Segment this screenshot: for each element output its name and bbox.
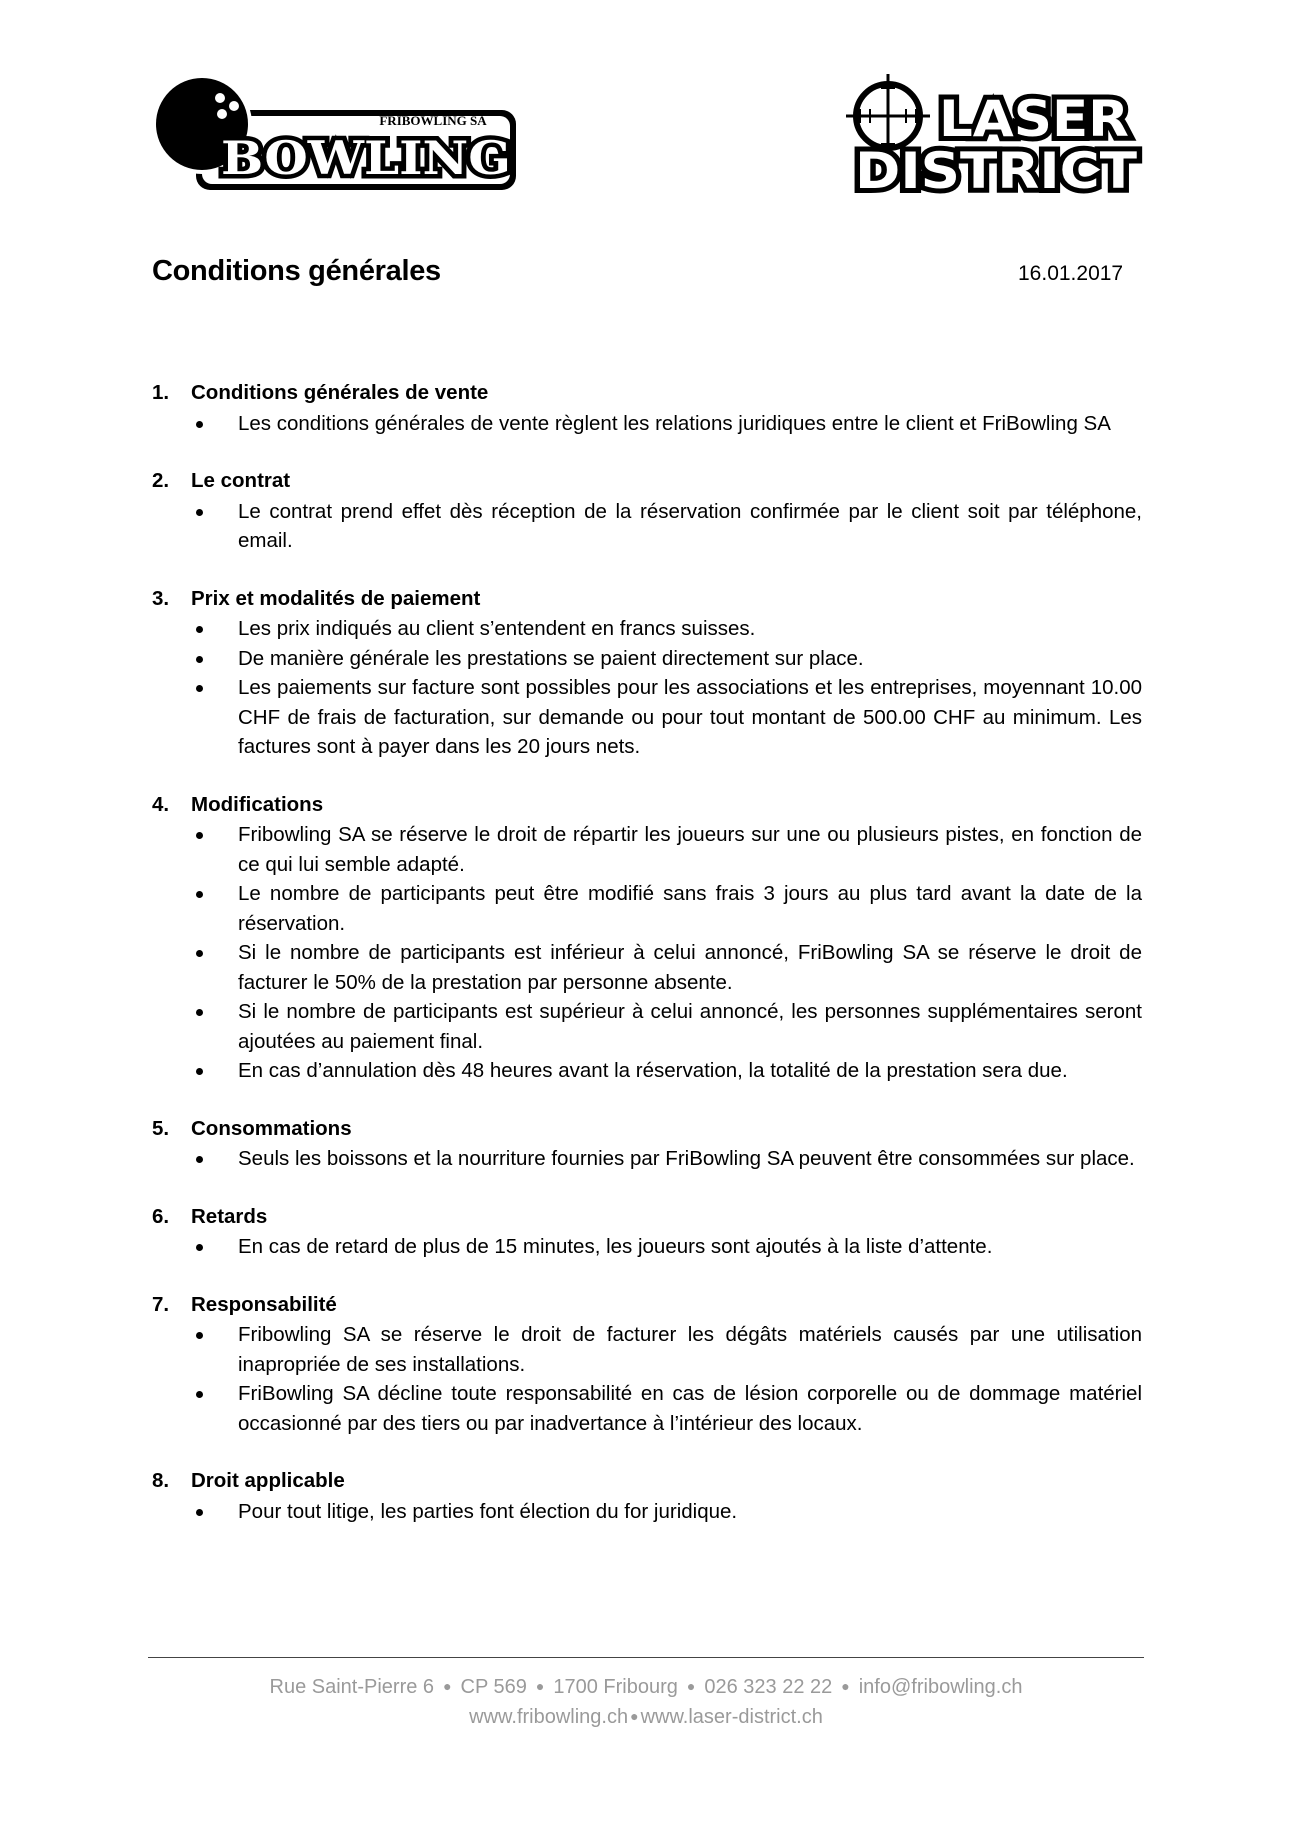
list-item (152, 1320, 1142, 1379)
section-heading (152, 378, 1142, 408)
bullet-icon (196, 891, 203, 898)
bullet-separator-icon: ● (841, 1678, 850, 1694)
list-item (152, 673, 1142, 762)
list-item-text: De manière générale les prestations se paient directement sur place. (238, 646, 864, 670)
bullet-separator-icon: ● (535, 1678, 545, 1694)
section-number: 4. (152, 792, 170, 816)
section (152, 1466, 1142, 1526)
footer-websites-line (148, 1702, 1144, 1732)
bullet-icon (196, 656, 203, 663)
list-item (152, 938, 1142, 997)
bullet-list (152, 409, 1142, 439)
footer-city: 1700 Fribourg (553, 1676, 678, 1698)
bullet-icon (196, 1009, 203, 1016)
bowling-logo (150, 72, 522, 198)
section-heading (152, 790, 1142, 820)
list-item-text: Les conditions générales de vente règlent les relations juridiques entre le client et FriBowling SA (238, 411, 1111, 435)
laser-logo-line1: LASER (939, 90, 1129, 148)
bullet-icon (196, 1509, 203, 1516)
section-number: 8. (152, 1469, 170, 1492)
footer-phone: 026 323 22 22 (704, 1676, 833, 1698)
section (152, 466, 1142, 556)
document-title: Conditions générales (152, 255, 441, 287)
section-heading-text: Le contrat (191, 469, 291, 492)
section (152, 378, 1142, 438)
bullet-list (152, 1320, 1142, 1438)
section-heading (152, 466, 1142, 496)
list-item-text: En cas de retard de plus de 15 minutes, les joueurs sont ajoutés à la liste d’attente. (238, 1235, 993, 1258)
section-heading-text: Retards (191, 1204, 268, 1228)
list-item-text: Si le nombre de participants est supérieur à celui annoncé, les personnes supplémentaires seront ajoutées au paiement final. (238, 1000, 1142, 1053)
bullet-icon (196, 685, 203, 692)
list-item-text: Pour tout litige, les parties font élection du for juridique. (238, 1499, 738, 1523)
bullet-icon (196, 1244, 203, 1251)
section-heading-text: Responsabilité (191, 1292, 337, 1316)
footer-contact-line (148, 1672, 1144, 1702)
section-heading-text: Droit applicable (191, 1469, 345, 1492)
list-item (152, 879, 1142, 938)
bullet-separator-icon: ● (443, 1678, 452, 1694)
laser-district-logo (846, 74, 1146, 204)
list-item (152, 409, 1142, 439)
bowling-logo-small-text: FRIBOWLING SA (379, 113, 487, 128)
bullet-list (152, 1232, 1142, 1262)
footer-divider (148, 1657, 1144, 1658)
section-heading (152, 1466, 1142, 1496)
bullet-icon (196, 1391, 203, 1398)
section (152, 1202, 1142, 1262)
bullet-list (152, 1144, 1142, 1174)
list-item-text: Fribowling SA se réserve le droit de facturer les dégâts matériels causés par une utilisation inapropriée de ses installations. (238, 1323, 1142, 1376)
section-number: 6. (152, 1204, 170, 1228)
bullet-icon (196, 626, 203, 633)
section-heading (152, 1290, 1142, 1320)
list-item-text: Les prix indiqués au client s’entendent en francs suisses. (238, 617, 756, 640)
section (152, 790, 1142, 1086)
section (152, 584, 1142, 762)
bullet-list (152, 614, 1142, 762)
list-item-text: Seuls les boissons et la nourriture fournies par FriBowling SA peuvent être consommées sur place. (238, 1147, 1135, 1170)
section-number: 3. (152, 586, 170, 610)
bullet-list (152, 1497, 1142, 1527)
section-number: 2. (152, 469, 170, 492)
section-number: 1. (152, 381, 170, 404)
bullet-icon (196, 950, 203, 957)
footer-website-laser-district[interactable]: www.laser-district.ch (640, 1706, 823, 1728)
section-number: 7. (152, 1292, 170, 1316)
list-item (152, 997, 1142, 1056)
bullet-separator-icon: ● (686, 1678, 696, 1694)
list-item-text: En cas d’annulation dès 48 heures avant la réservation, la totalité de la prestation sera due. (238, 1059, 1068, 1082)
list-item (152, 1144, 1142, 1174)
list-item (152, 1379, 1142, 1438)
bullet-icon (196, 1068, 203, 1075)
bowling-logo-big-text: BOWLING (221, 131, 511, 185)
footer (148, 1672, 1144, 1732)
section-heading (152, 1202, 1142, 1232)
bullet-icon (196, 832, 203, 839)
terms-sections (152, 378, 1142, 1526)
bullet-list (152, 820, 1142, 1086)
list-item-text: Le contrat prend effet dès réception de la réservation confirmée par le client soit par téléphone, email. (238, 499, 1142, 552)
section-heading-text: Modifications (191, 792, 324, 816)
section-heading (152, 584, 1142, 614)
footer-email[interactable]: info@fribowling.ch (858, 1676, 1023, 1698)
section-number: 5. (152, 1116, 170, 1140)
laser-logo-line2: DISTRICT (855, 142, 1137, 200)
bullet-icon (196, 421, 203, 428)
list-item-text: Si le nombre de participants est inférieur à celui annoncé, FriBowling SA se réserve le droit de facturer le 50% de la prestation par personne absente. (238, 941, 1142, 994)
section-heading (152, 1114, 1142, 1144)
section-heading-text: Prix et modalités de paiement (191, 586, 481, 610)
list-item (152, 614, 1142, 644)
section-heading-text: Conditions générales de vente (191, 381, 489, 404)
list-item (152, 497, 1142, 556)
list-item-text: Le nombre de participants peut être modifié sans frais 3 jours au plus tard avant la date de la réservation. (238, 882, 1142, 935)
list-item-text: FriBowling SA décline toute responsabilité en cas de lésion corporelle ou de dommage matériel occasionné par des tiers ou par inadvertance à l’intérieur des locaux. (238, 1382, 1142, 1435)
list-item-text: Les paiements sur facture sont possibles pour les associations et les entreprises, moyennant 10.00 CHF de frais de facturation, sur demande ou pour tout montant de 500.00 CHF au minimum. Les factures sont à payer dans les 20 jours nets. (238, 676, 1142, 758)
footer-address: Rue Saint-Pierre 6 (269, 1676, 435, 1698)
list-item (152, 1232, 1142, 1262)
list-item (152, 1497, 1142, 1527)
bullet-list (152, 497, 1142, 556)
list-item (152, 1056, 1142, 1086)
section (152, 1290, 1142, 1439)
list-item (152, 644, 1142, 674)
footer-website-fribowling[interactable]: www.fribowling.ch (469, 1706, 629, 1728)
footer-po-box: CP 569 (460, 1676, 527, 1698)
document-date: 16.01.2017 (1018, 262, 1124, 285)
section-heading-text: Consommations (191, 1116, 352, 1140)
bullet-icon (196, 509, 203, 516)
section (152, 1114, 1142, 1174)
list-item-text: Fribowling SA se réserve le droit de répartir les joueurs sur une ou plusieurs pistes, en fonction de ce qui lui semble adapté. (238, 823, 1142, 876)
list-item (152, 820, 1142, 879)
bullet-icon (196, 1332, 203, 1339)
bullet-separator-icon: ● (630, 1708, 639, 1724)
bullet-icon (196, 1156, 203, 1163)
